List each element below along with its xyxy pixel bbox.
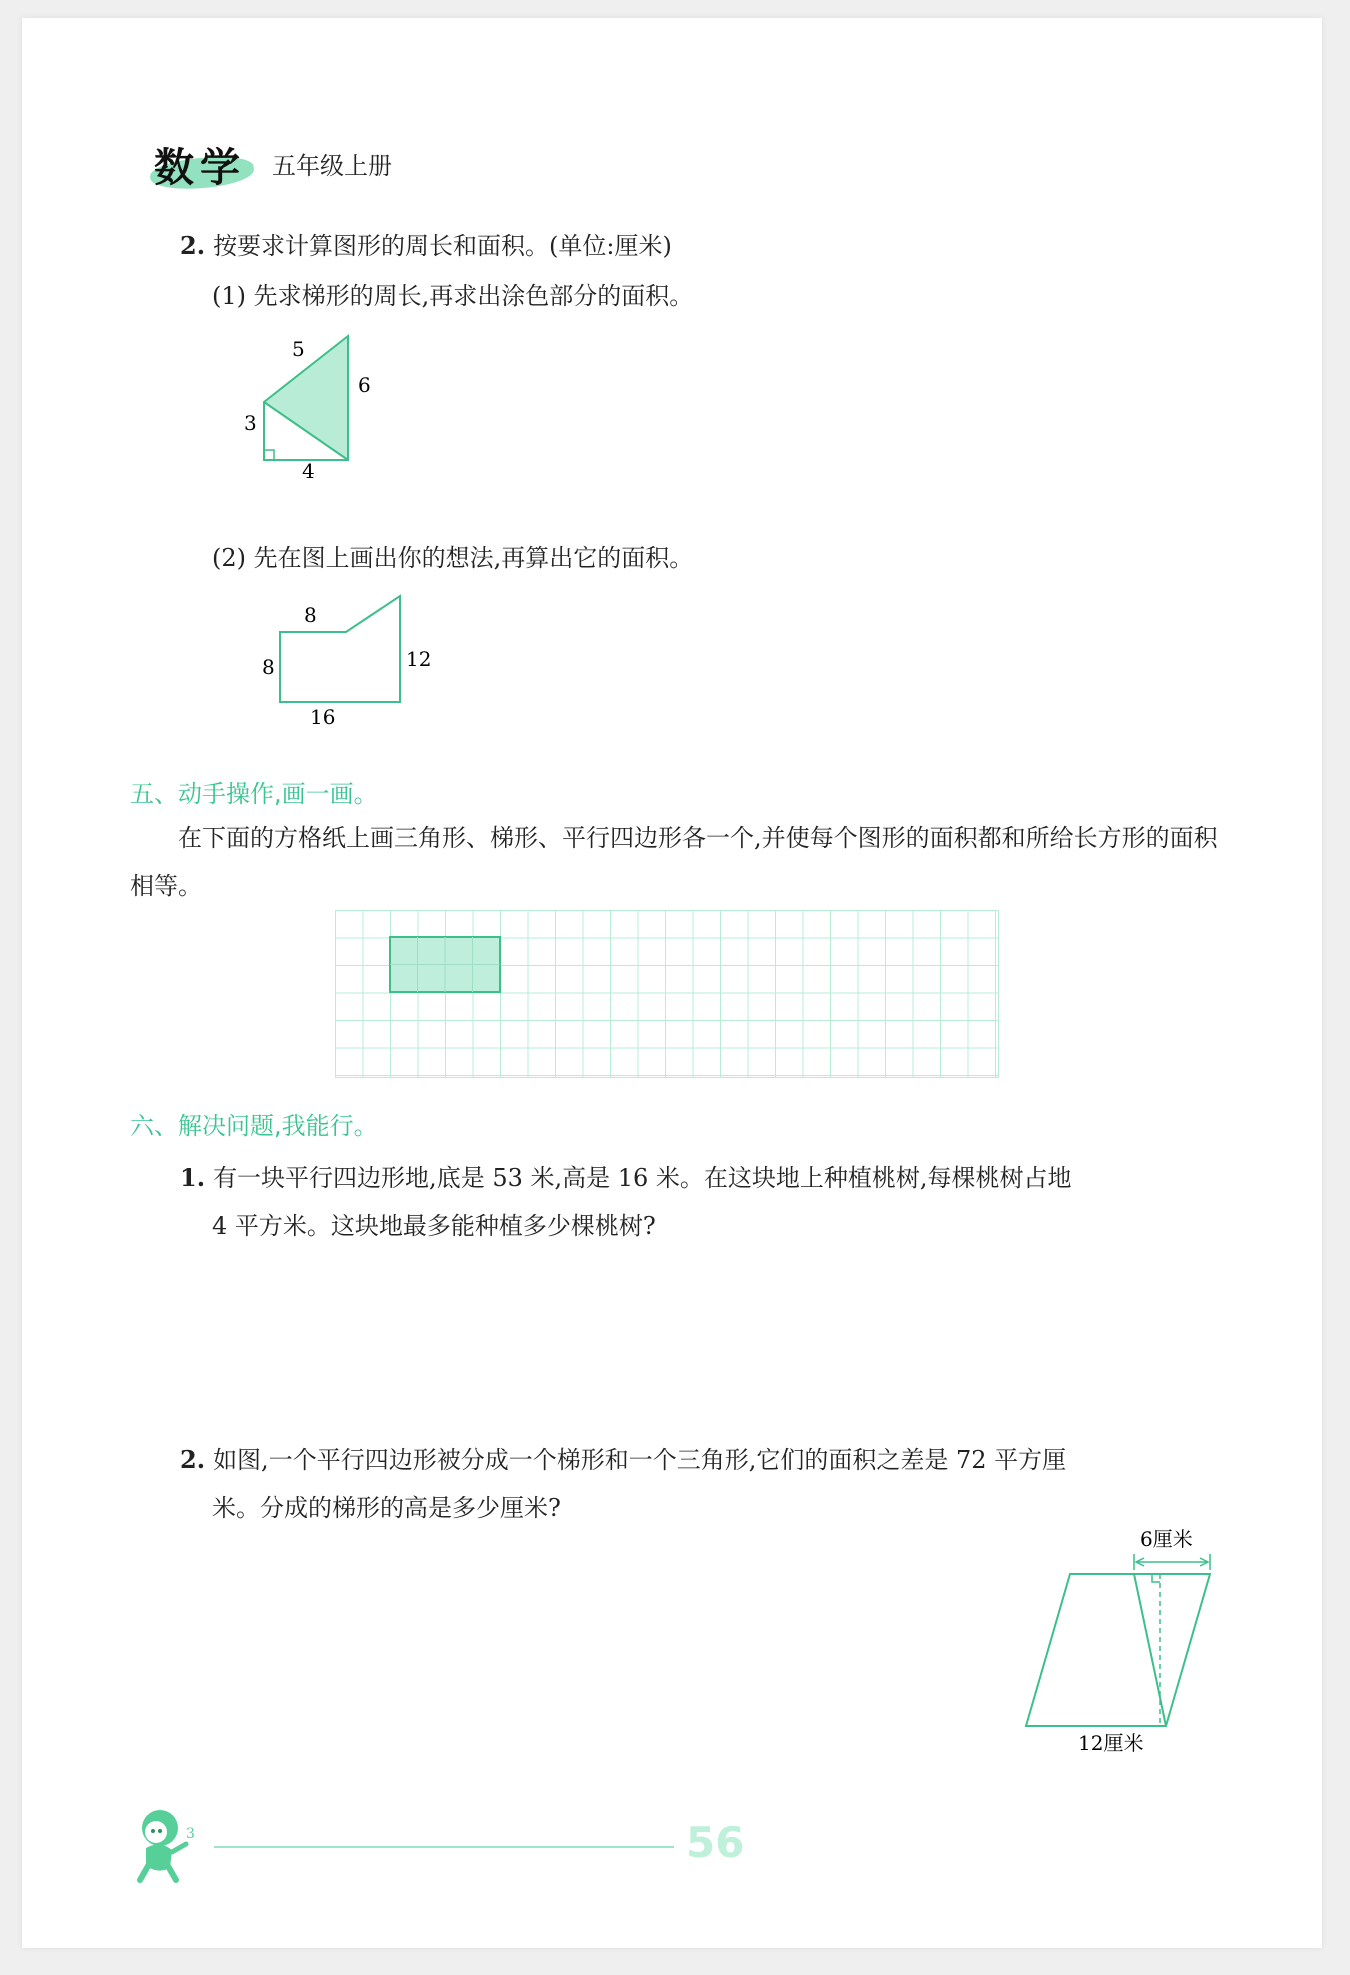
s6-p1-number: 1. [180,1163,206,1192]
fig2-label-right: 12 [406,647,432,671]
workbook-page [22,18,1322,1948]
s6-problem2-line1 [180,1444,1066,1476]
s6-p1-text: 有一块平行四边形地,底是 53 米,高是 16 米。在这块地上种植桃树,每棵桃树占地 [213,1164,1072,1192]
fig2-label-bottom: 16 [310,705,336,729]
fig1-label-right: 6 [358,373,371,397]
grid-border [336,911,999,1078]
s6-problem2-line2: 米。分成的梯形的高是多少厘米? [212,1494,561,1522]
fig2-label-top: 8 [304,603,317,627]
shaded-triangle [264,336,348,460]
q2-number: 2. [180,231,206,260]
fig1-label-left: 3 [244,411,257,435]
boy-mascot-icon [126,1804,206,1888]
section5-text: 在下面的方格纸上画三角形、梯形、平行四边形各一个,并使每个图形的面积都和所给长方形的面积相等。 [130,824,1218,900]
right-angle-mark [264,450,274,460]
s6-problem1-line2: 4 平方米。这块地最多能种植多少棵桃树? [212,1212,656,1240]
s6-p2-text: 如图,一个平行四边形被分成一个梯形和一个三角形,它们的面积之差是 72 平方厘 [213,1446,1067,1474]
svg-text:3: 3 [186,1826,195,1842]
fig1-label-bottom: 4 [302,459,315,483]
q2-part2: (2) 先在图上画出你的想法,再算出它的面积。 [212,544,694,572]
grade-label: 五年级上册 [272,152,392,180]
fig1-label-top: 5 [292,337,305,361]
subject-title: 数学 [154,145,246,191]
composite-figure [222,578,462,738]
section5-title: 五、动手操作,画一画。 [130,780,378,808]
dividing-line [1134,1574,1166,1726]
s6-problem1-line1 [180,1162,1072,1194]
fig3-top-label: 6厘米 [1140,1527,1193,1551]
footer-rule [214,1846,674,1848]
right-angle-mark [1152,1574,1160,1582]
dimension-arrow-top [1134,1554,1210,1570]
grid-lines [335,910,999,1078]
page-number: 56 [686,1818,745,1867]
q2-part1: (1) 先求梯形的周长,再求出涂色部分的面积。 [212,282,694,310]
fig2-label-left: 8 [262,655,275,679]
composite-outline [280,596,400,702]
s6-p2-number: 2. [180,1445,206,1474]
parallelogram-figure [1022,1518,1262,1758]
q2-heading [180,230,672,262]
section6-title: 六、解决问题,我能行。 [130,1112,378,1140]
trapezoid-figure [222,318,422,498]
grid-paper[interactable] [335,910,999,1078]
parallelogram-outline [1026,1574,1210,1726]
q2-text: 按要求计算图形的周长和面积。(单位:厘米) [213,232,672,260]
fig3-bottom-label: 12厘米 [1078,1731,1144,1755]
